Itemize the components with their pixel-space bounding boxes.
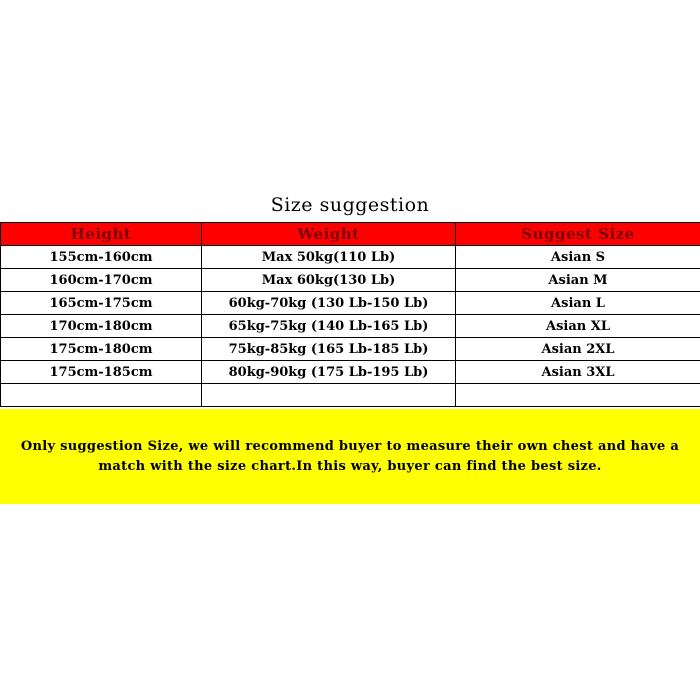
- size-cell: Asian 2XL: [456, 338, 700, 361]
- height-cell: 170cm-180cm: [1, 315, 202, 338]
- weight-cell: 65kg-75kg (140 Lb-165 Lb): [202, 315, 456, 338]
- header-weight: Weight: [202, 223, 456, 246]
- table-row: [1, 269, 700, 292]
- table-row: [1, 292, 700, 315]
- height-cell: 155cm-160cm: [1, 246, 202, 269]
- empty-cell: [1, 384, 202, 407]
- size-cell: Asian L: [456, 292, 700, 315]
- table-header-row: [1, 223, 700, 246]
- table-row: [1, 361, 700, 384]
- height-cell: 165cm-175cm: [1, 292, 202, 315]
- size-table: [0, 222, 700, 407]
- weight-cell: Max 60kg(130 Lb): [202, 269, 456, 292]
- size-cell: Asian M: [456, 269, 700, 292]
- notice-banner: [0, 409, 700, 504]
- table-row: [1, 338, 700, 361]
- weight-cell: 80kg-90kg (175 Lb-195 Lb): [202, 361, 456, 384]
- notice-text: Only suggestion Size, we will recommend buyer to measure their own chest and have a match with the size chart.In this way, buyer can find the best size.: [20, 438, 680, 474]
- header-suggest-size: Suggest Size: [456, 223, 700, 246]
- empty-cell: [456, 384, 700, 407]
- weight-cell: 60kg-70kg (130 Lb-150 Lb): [202, 292, 456, 315]
- header-height: Height: [1, 223, 202, 246]
- weight-cell: 75kg-85kg (165 Lb-185 Lb): [202, 338, 456, 361]
- empty-cell: [202, 384, 456, 407]
- empty-table-row: [1, 384, 700, 407]
- height-cell: 160cm-170cm: [1, 269, 202, 292]
- table-row: [1, 246, 700, 269]
- height-cell: 175cm-180cm: [1, 338, 202, 361]
- page-title: Size suggestion: [270, 194, 430, 216]
- size-cell: Asian S: [456, 246, 700, 269]
- size-cell: Asian 3XL: [456, 361, 700, 384]
- weight-cell: Max 50kg(110 Lb): [202, 246, 456, 269]
- height-cell: 175cm-185cm: [1, 361, 202, 384]
- size-cell: Asian XL: [456, 315, 700, 338]
- table-row: [1, 315, 700, 338]
